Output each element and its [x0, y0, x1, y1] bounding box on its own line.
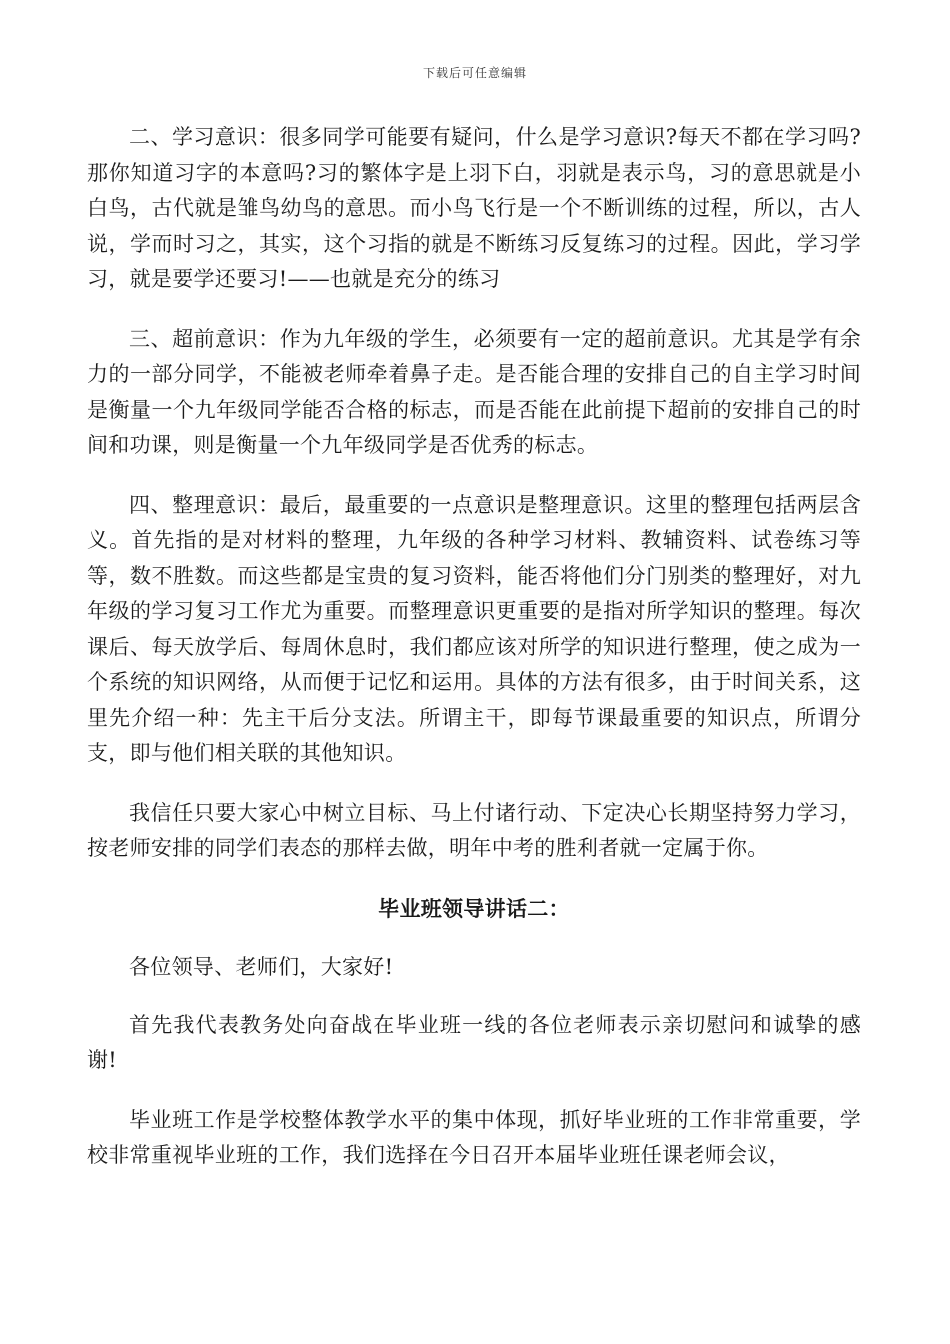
paragraph-advance-awareness: 三、超前意识：作为九年级的学生，必须要有一定的超前意识。尤其是学有余力的一部分同学，不能被老师牵着鼻子走。是否能合理的安排自己的自主学习时间是衡量一个九年级同学能否合格的标志，而是否能在此前提下超前的安排自己的时间和功课，则是衡量一个九年级同学是否优秀的标志。 — [87, 326, 861, 457]
paragraph-importance: 毕业班工作是学校整体教学水平的集中体现，抓好毕业班的工作非常重要，学校非常重视毕业班的工作，我们选择在今日召开本届毕业班任课老师会议， — [87, 1107, 861, 1167]
section-title: 毕业班领导讲话二： — [378, 895, 570, 921]
document-body — [87, 120, 861, 1198]
paragraph-organizing-awareness: 四、整理意识：最后，最重要的一点意识是整理意识。这里的整理包括两层含义。首先指的是对材料的整理，九年级的各种学习材料、教辅资料、试卷练习等等，数不胜数。而这些都是宝贵的复习资料，能否将他们分门别类的整理好，对九年级的学习复习工作尤为重要。而整理意识更重要的是指对所学知识的整理。每次课后、每天放学后、每周休息时，我们都应该对所学的知识进行整理，使之成为一个系统的知识网络，从而便于记忆和运用。具体的方法有很多，由于时间关系，这里先介绍一种：先主干后分支法。所谓主干，即每节课最重要的知识点，所谓分支，即与他们相关联的其他知识。 — [87, 492, 861, 765]
paragraph-thanks: 首先我代表教务处向奋战在毕业班一线的各位老师表示亲切慰问和诚挚的感谢! — [87, 1012, 861, 1072]
paragraph-closing: 我信任只要大家心中树立目标、马上付诸行动、下定决心长期坚持努力学习，按老师安排的同学们表态的那样去做，明年中考的胜利者就一定属于你。 — [87, 800, 861, 860]
paragraph-learning-awareness: 二、学习意识：很多同学可能要有疑问，什么是学习意识?每天不都在学习吗?那你知道习字的本意吗?习的繁体字是上羽下白，羽就是表示鸟，习的意思就是小白鸟，古代就是雏鸟幼鸟的意思。而小鸟飞行是一个不断训练的过程，所以，古人说，学而时习之，其实，这个习指的就是不断练习反复练习的过程。因此，学习学习，就是要学还要习!——也就是充分的练习 — [87, 125, 861, 291]
page-header-note: 下载后可任意编辑 — [422, 66, 527, 80]
paragraph-greeting: 各位领导、老师们，大家好! — [129, 955, 394, 979]
